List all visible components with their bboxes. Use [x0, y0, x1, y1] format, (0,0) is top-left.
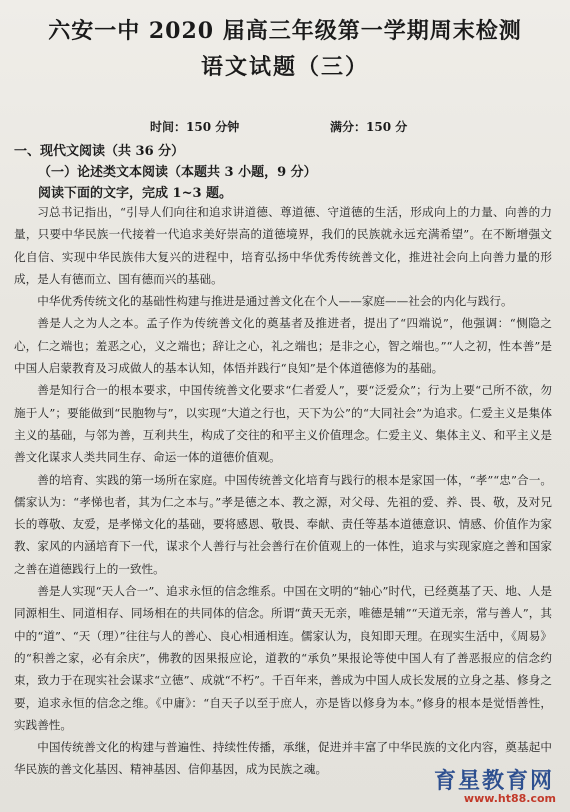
- section-heading: 一、现代文阅读（共 36 分）: [14, 144, 185, 159]
- site-watermark: [412, 764, 562, 808]
- subsection-heading: （一）论述类文本阅读（本题共 3 小题，9 分）: [38, 165, 317, 180]
- passage-paragraph: 习总书记指出，“引导人们向往和追求讲道德、尊道德、守道德的生活，形成向上的力量、向善的力量，只要中华民族一代接着一代追求美好崇高的道德境界，我们的民族就永远充满希望”。在不断增强文化自信、实现中华民族伟大复兴的进程中，培育弘扬中华优秀传统善文化，推进社会向上向善力量的形成，是人有德而立、国有德而兴的基础。: [14, 205, 552, 286]
- reading-passage: [14, 201, 552, 781]
- exam-title: 六安一中 2020 届高三年级第一学期周末检测: [48, 18, 522, 44]
- passage-paragraph: 善是人之为人之本。孟子作为传统善文化的奠基者及推进者，提出了“四端说”，他强调：“恻隐之心，仁之端也；羞恶之心，义之端也；辞让之心，礼之端也；是非之心，智之端也。”“人之初，性本善”是中国人启蒙教育及习成做人的基本认知，体悟并践行“良知”是个体道德修为的基础。: [14, 316, 552, 376]
- passage-paragraph: 善是知行合一的根本要求，中国传统善文化要求“仁者爱人”，要“泛爱众”；行为上要“己所不欲，勿施于人”；要能做到“民胞物与”，以实现“大道之行也，天下为公”的“大同社会”为追求。仁爱主义是集体主义的基础，与邻为善，互利共生，构成了交往的和平主义价值理念。仁爱主义、集体主义、和平主义是善文化谋求人类共同生存、命运一体的道德价值观。: [14, 383, 552, 465]
- passage-paragraph: 善的培育、实践的第一场所在家庭。中国传统善文化培育与践行的根本是家国一体，“孝”“忠”合一。儒家认为：“孝悌也者，其为仁之本与。”孝是德之本、教之源，对父母、先祖的爱、养、畏、敬，及对兄长的尊敬、友爱，是孝悌文化的基础，要将感恩、敬畏、奉献、责任等基本道德意识、情感、价值作为家教、家风的内涵培育下一代，谋求个人善行与社会善行在价值观上的一体性，追求与实现家庭之善和国家之善在道德践行上的一致性。: [14, 472, 552, 576]
- exam-time: 时间：150 分钟: [150, 120, 240, 134]
- passage-paragraph: 中华优秀传统文化的基础性构建与推进是通过善文化在个人——家庭——社会的内化与践行。: [37, 294, 513, 309]
- passage-paragraph: 善是人实现“天人合一”、追求永恒的信念维系。中国在文明的“轴心”时代，已经奠基了天、地、人是同源相生、同道相存、同场相在的共同体的信念。所谓“黄天无亲，唯德是辅”“天道无亲，常与善人”，其中的“道”、“天（理）”往往与人的善心、良心相通相连。儒家认为，良知即天理。在现实生活中，《周易》的“积善之家，必有余庆”，佛教的因果报应论，道教的“承负”果报论等使中国人有了善恶报应的信念约束，致力于在现实社会谋求“立德”、成就“不朽”。千百年来，善成为中国人成长发展的立身之基、修身之要，追求永恒的信念之维。《中庸》：“自天子以至于庶人，亦是皆以修身为本。”修身的根本是觉悟善性，实践善性。: [14, 584, 552, 732]
- watermark-url: www.ht88.com: [463, 792, 556, 805]
- exam-score: 满分：150 分: [330, 120, 408, 134]
- passage-paragraph: 中国传统善文化的构建与普遍性、持续性传播，承继，促进并丰富了中华民族的文化内容，奠基起中华民族的善文化基因、精神基因、信仰基因，成为民族之魂。: [14, 740, 552, 777]
- reading-instruction: 阅读下面的文字，完成 1~3 题。: [38, 186, 233, 201]
- watermark-brand: 育星教育网: [433, 769, 554, 794]
- exam-subtitle: 语文试题（三）: [200, 54, 369, 80]
